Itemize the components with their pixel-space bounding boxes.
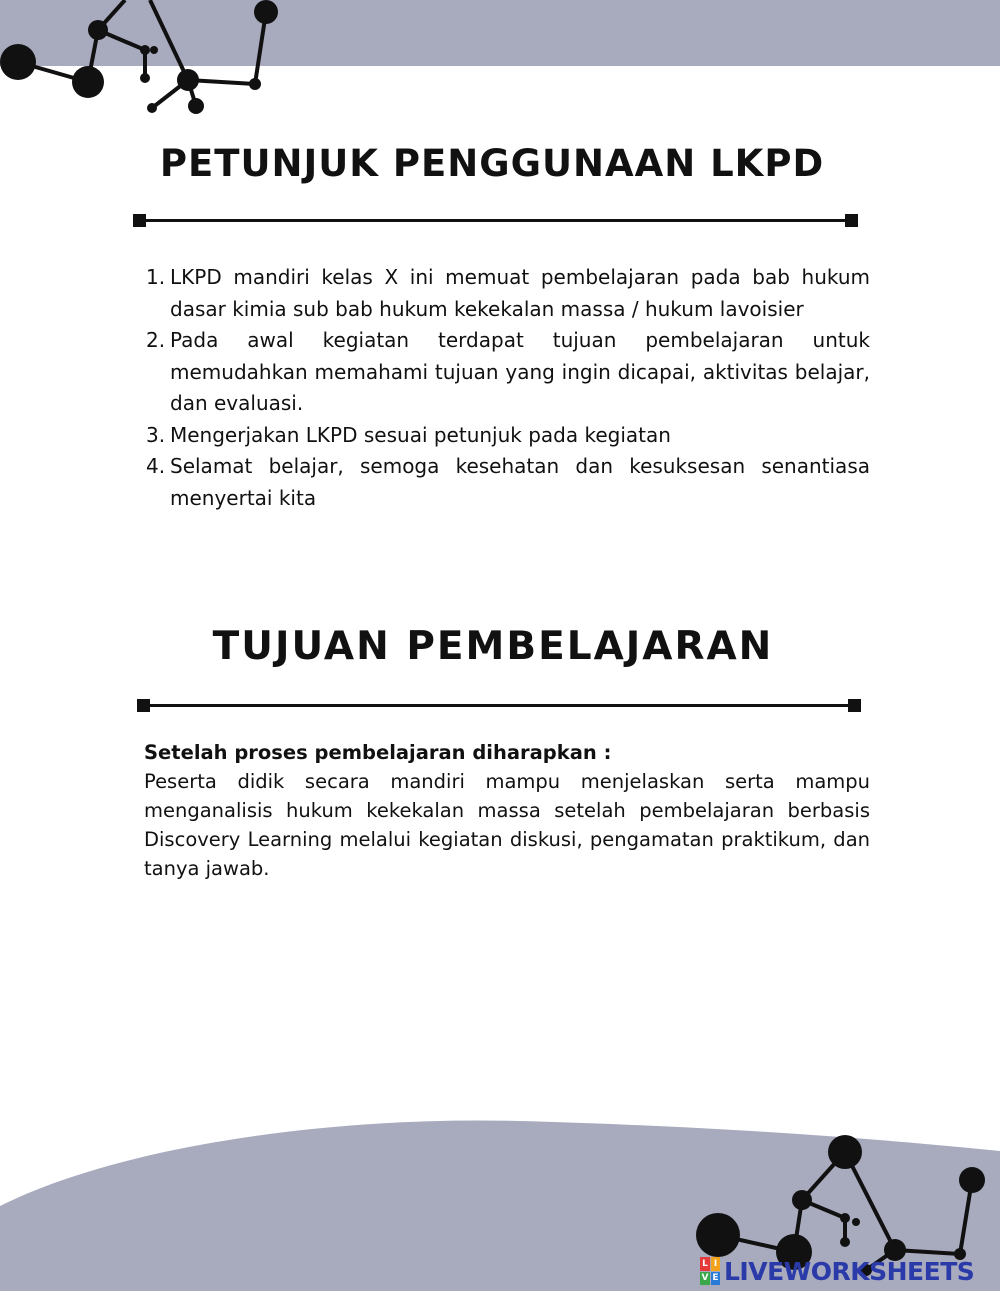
list-item-text: Pada awal kegiatan terdapat tujuan pembelajaran untuk memudahkan memahami tujuan yang ingin dicapai, aktivitas belajar, dan evaluasi.	[170, 328, 870, 415]
list-item	[146, 262, 870, 325]
divider-top	[133, 213, 858, 227]
learning-objective	[144, 738, 870, 883]
list-item-text: LKPD mandiri kelas X ini memuat pembelajaran pada bab hukum dasar kimia sub bab hukum kekekalan massa / hukum lavoisier	[170, 265, 870, 321]
live-badge-icon: L I V E	[701, 1258, 719, 1284]
molecule-top-left-icon	[0, 0, 290, 120]
section-title-tujuan: TUJUAN PEMBELAJARAN	[212, 624, 774, 669]
watermark-text: LIVEWORKSHEETS	[724, 1256, 975, 1286]
list-item	[146, 325, 870, 420]
list-item-text: Mengerjakan LKPD sesuai petunjuk pada kegiatan	[170, 422, 671, 447]
list-item	[146, 451, 870, 514]
list-item-number: 4.	[146, 454, 166, 478]
objective-lead: Setelah proses pembelajaran diharapkan :	[144, 741, 612, 764]
liveworksheets-watermark	[700, 1254, 974, 1288]
list-item-number: 3.	[146, 422, 166, 447]
divider-bottom	[137, 698, 861, 712]
list-item-text: Selamat belajar, semoga kesehatan dan kesuksesan senantiasa menyertai kita	[170, 454, 870, 510]
list-item-number: 2.	[146, 328, 166, 352]
section-title-petunjuk: PETUNJUK PENGGUNAAN LKPD	[159, 142, 825, 185]
list-item	[146, 420, 870, 452]
objective-body: Peserta didik secara mandiri mampu menjelaskan serta mampu menganalisis hukum kekekalan massa setelah pembelajaran berbasis Discovery Learning melalui kegiatan diskusi, pengamatan praktikum, dan tanya jawab.	[144, 770, 870, 880]
instruction-list	[146, 262, 870, 514]
list-item-number: 1.	[146, 265, 166, 289]
